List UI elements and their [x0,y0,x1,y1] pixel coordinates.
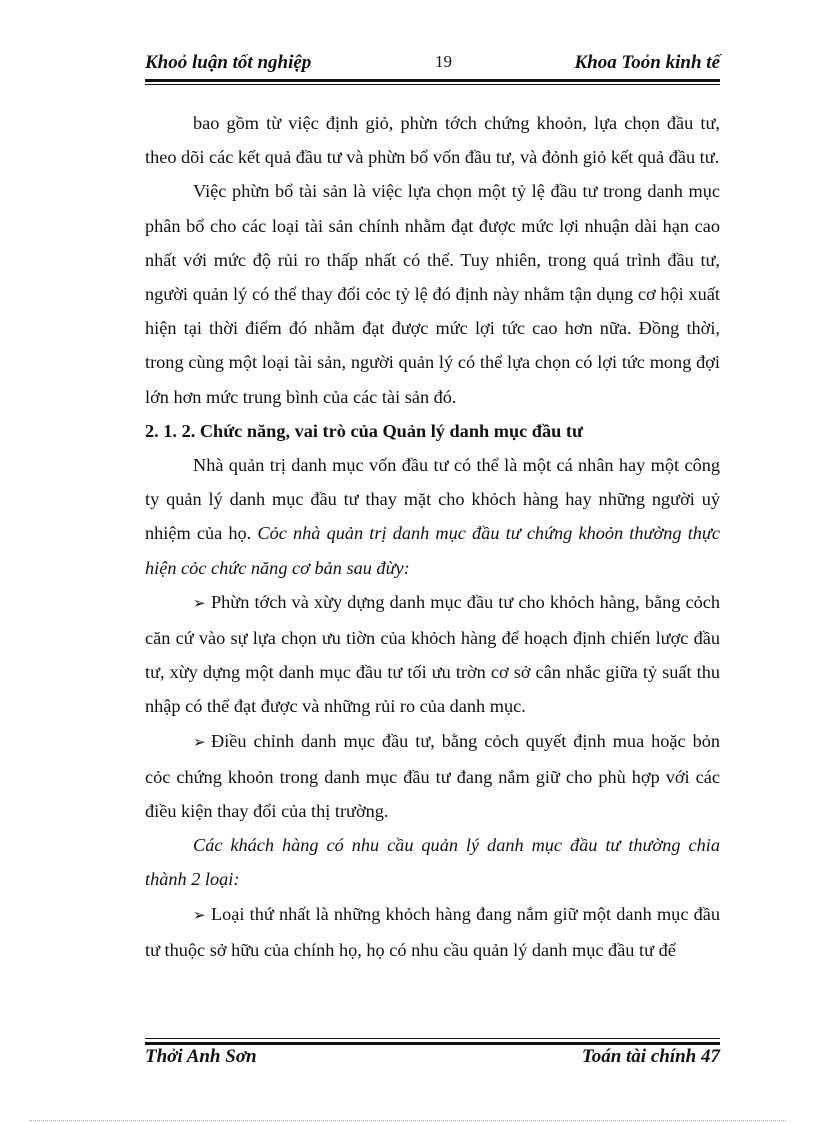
bullet-item-1 [145,585,720,724]
header-thesis-title: Khoỏ luận tốt nghiệp [145,52,312,73]
page-header [145,50,720,78]
bullet-item-2 [145,724,720,829]
footer-major: Toán tài chính 47 [581,1046,720,1067]
bullet-item-3 [145,897,720,967]
bullet-item-1-text: Phừn tớch và xừy dựng danh mục đầu tư cho khỏch hàng, bằng cỏch căn cứ vào sự lựa chọn ưu tiờn của khỏch hàng để hoạch định chiến lược đầu tư, xừy dựng một danh mục đầu tư tối ưu trờn cơ sở cân nhắc giữa tỷ suất thu nhập có thể đạt được và những rủi ro của danh mục. [145,591,720,717]
bullet-item-2-text: Điều chỉnh danh mục đầu tư, bằng cỏch quyết định mua hoặc bỏn cỏc chứng khoỏn trong danh mục đầu tư đang nắm giữ cho phù hợp với các điều kiện thay đổi của thị trường. [145,730,720,822]
arrow-bullet-icon: ➢ [193,907,206,924]
paragraph-2: Việc phừn bổ tài sản là việc lựa chọn một tỷ lệ đầu tư trong danh mục phân bổ cho các loại tài sản chính nhằm đạt được mức lợi nhuận dài hạn cao nhất với mức độ rủi ro thấp nhất có thể. Tuy nhiên, trong quá trình đầu tư, người quản lý có thể thay đổi cỏc tỷ lệ đó định này nhằm tận dụng cơ hội xuất hiện tại thời điểm đó nhằm đạt được mức lợi tức cao hơn nữa. Đồng thời, trong cùng một loại tài sản, người quản lý có thể lựa chọn có lợi tức mong đợi lớn hơn mức trung bình của các tài sản đó. [145,181,720,407]
page-edge-dotted-line [30,1120,786,1121]
bullet-item-3-text: Loại thứ nhất là những khỏch hàng đang nắm giữ một danh mục đầu tư thuộc sở hữu của chính họ, họ có nhu cầu quản lý danh mục đầu tư để [145,903,720,960]
footer-rule-thin [145,1038,720,1039]
paragraph-4: Các khách hàng có nhu cầu quản lý danh mục đầu tư thường chia thành 2 loại: [145,835,720,890]
header-rule-thick [145,79,720,82]
header-faculty: Khoa Toỏn kinh tế [574,52,720,73]
section-heading: 2. 1. 2. Chức năng, vai trò của Quản lý danh mục đầu tư [145,420,583,441]
arrow-bullet-icon: ➢ [193,734,206,751]
paragraph-3 [145,448,720,585]
paragraph-3-italic: Cỏc nhà quản trị danh mục đầu tư chứng khoỏn thường thực hiện cỏc chức năng cơ bản sau đừy: [145,523,720,578]
footer-rule-thick [145,1042,720,1045]
page-number: 19 [435,52,452,71]
page-footer [145,1046,720,1074]
page-body [145,106,720,967]
arrow-bullet-icon: ➢ [193,595,206,612]
paragraph-1: bao gồm từ việc định giỏ, phừn tớch chứng khoỏn, lựa chọn đầu tư, theo dõi các kết quả đầu tư và phừn bổ vốn đầu tư, và đỏnh giỏ kết quả đầu tư. [145,113,720,168]
footer-author: Thởi Anh Sơn [145,1046,257,1067]
header-rule-thin [145,84,720,85]
paragraph-3-normal: Nhà quản trị danh mục vốn đầu tư có thể là một cá nhân hay một công ty quản lý danh mục đầu tư thay mặt cho khỏch hàng hay những người uỷ nhiệm của họ. [145,455,720,544]
